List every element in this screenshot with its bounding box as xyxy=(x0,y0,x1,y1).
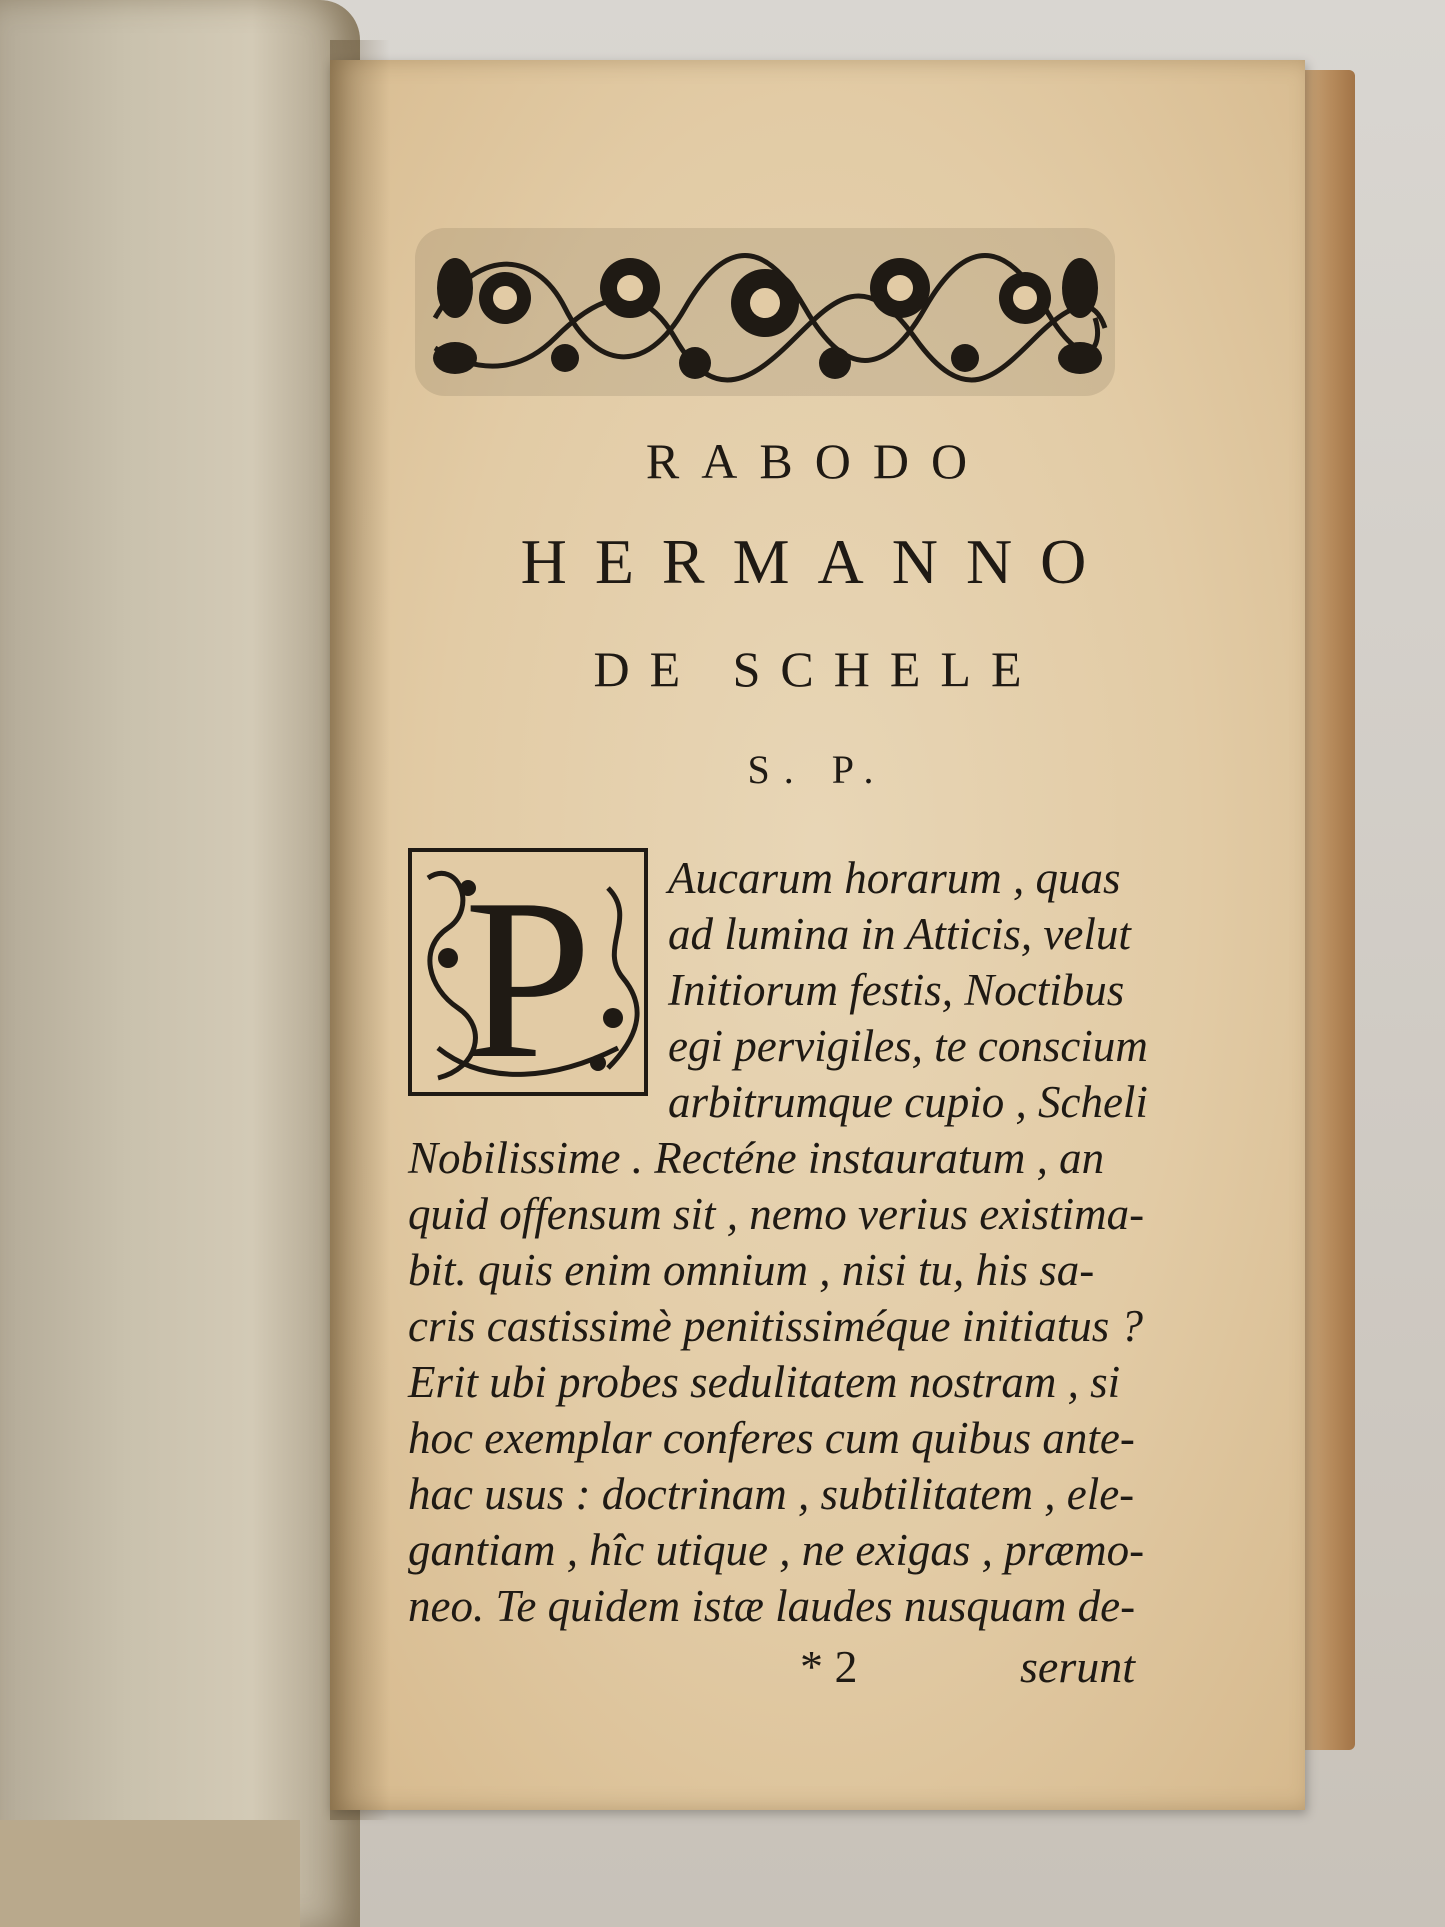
left-page xyxy=(0,0,360,1927)
text-line: cris castissimè penitissiméque initiatus ? xyxy=(408,1301,1143,1351)
heading-line-3: DE SCHELE xyxy=(593,641,1042,697)
text-line: quid offensum sit , nemo verius existima- xyxy=(408,1189,1145,1239)
heading-line-2: HERMANNO xyxy=(520,526,1115,597)
catchword: serunt xyxy=(1020,1641,1135,1692)
text-line: egi pervigiles, te conscium xyxy=(668,1021,1148,1071)
text-line: neo. Te quidem istæ laudes nusquam de- xyxy=(408,1581,1136,1631)
heading-line-1: RABODO xyxy=(645,433,990,489)
text-line: bit. quis enim omnium , nisi tu, his sa- xyxy=(408,1245,1095,1295)
page-edge xyxy=(1300,70,1355,1750)
text-line: Initiorum festis, Noctibus xyxy=(668,965,1125,1015)
decorated-initial-letter xyxy=(408,848,648,1096)
text-line: Aucarum horarum , quas xyxy=(668,853,1121,903)
book-gutter xyxy=(330,40,390,1820)
text-line: arbitrumque cupio , Scheli xyxy=(668,1077,1148,1127)
text-line: Nobilissime . Recténe instauratum , an xyxy=(408,1133,1105,1183)
text-line: hac usus : doctrinam , subtilitatem , ele- xyxy=(408,1469,1135,1519)
heading-line-4: S. P. xyxy=(747,747,888,792)
text-line: ad lumina in Atticis, velut xyxy=(668,909,1131,959)
left-page-binding xyxy=(0,1820,300,1927)
initial-letter-glyph: P xyxy=(464,851,592,1096)
signature-mark: * 2 xyxy=(800,1641,858,1692)
text-line: Erit ubi probes sedulitatem nostram , si xyxy=(408,1357,1121,1407)
text-line: hoc exemplar conferes cum quibus ante- xyxy=(408,1413,1135,1463)
text-line: gantiam , hîc utique , ne exigas , præmo- xyxy=(408,1525,1145,1575)
floral-headpiece-ornament xyxy=(415,228,1115,396)
